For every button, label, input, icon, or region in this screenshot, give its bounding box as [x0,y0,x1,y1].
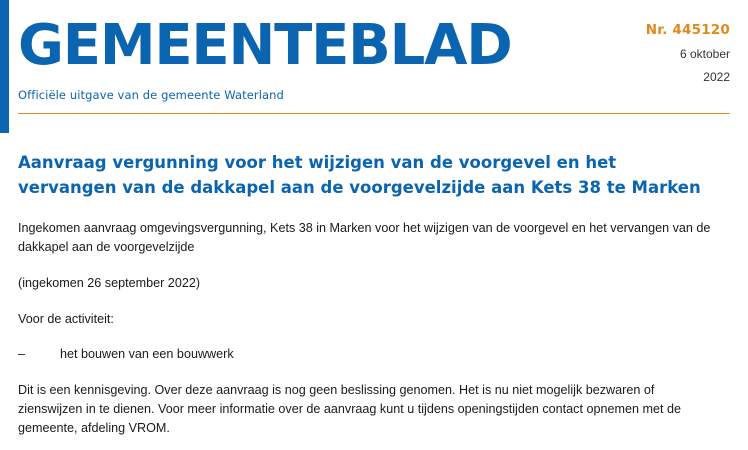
received-date: (ingekomen 26 september 2022) [18,276,201,290]
list-item-dash: – [18,347,26,361]
list-item-label: het bouwen van een bouwwerk [60,347,234,361]
publication-date-year: 2022 [703,70,730,84]
notice-paragraph: Dit is een kennisgeving. Over deze aanvraag is nog geen beslissing genomen. Het is nu niet mogelijk bezwaren of zienswijzen in te dienen. Voor meer informatie over de aanvraag kunt u tijdens openingstijden contact opnemen met de gemeente, afdeling VROM. [18,383,681,435]
intro-paragraph: Ingekomen aanvraag omgevingsvergunning, Kets 38 in Marken voor het wijzigen van de voorgevel en het vervangen van de dakkapel aan de voorgevelzijde [18,221,711,254]
page-title: Aanvraag vergunning voor het wijzigen van de voorgevel en het vervangen van de dakkapel aan de voorgevelzijde aan Kets 38 te Marken [18,153,701,197]
publication-subtitle: Officiële uitgave van de gemeente Waterland [18,88,284,102]
activity-label: Voor de activiteit: [18,312,114,326]
masthead-row [18,10,730,84]
publication-wordmark: GEMEENTEBLAD [18,13,512,78]
list-item [18,345,730,364]
publication-date-day: 6 oktober [679,47,730,61]
publication-meta [610,10,730,84]
masthead [0,0,748,128]
issue-number: Nr. 445120 [645,22,730,38]
masthead-divider [18,113,730,114]
document-body [0,128,748,438]
